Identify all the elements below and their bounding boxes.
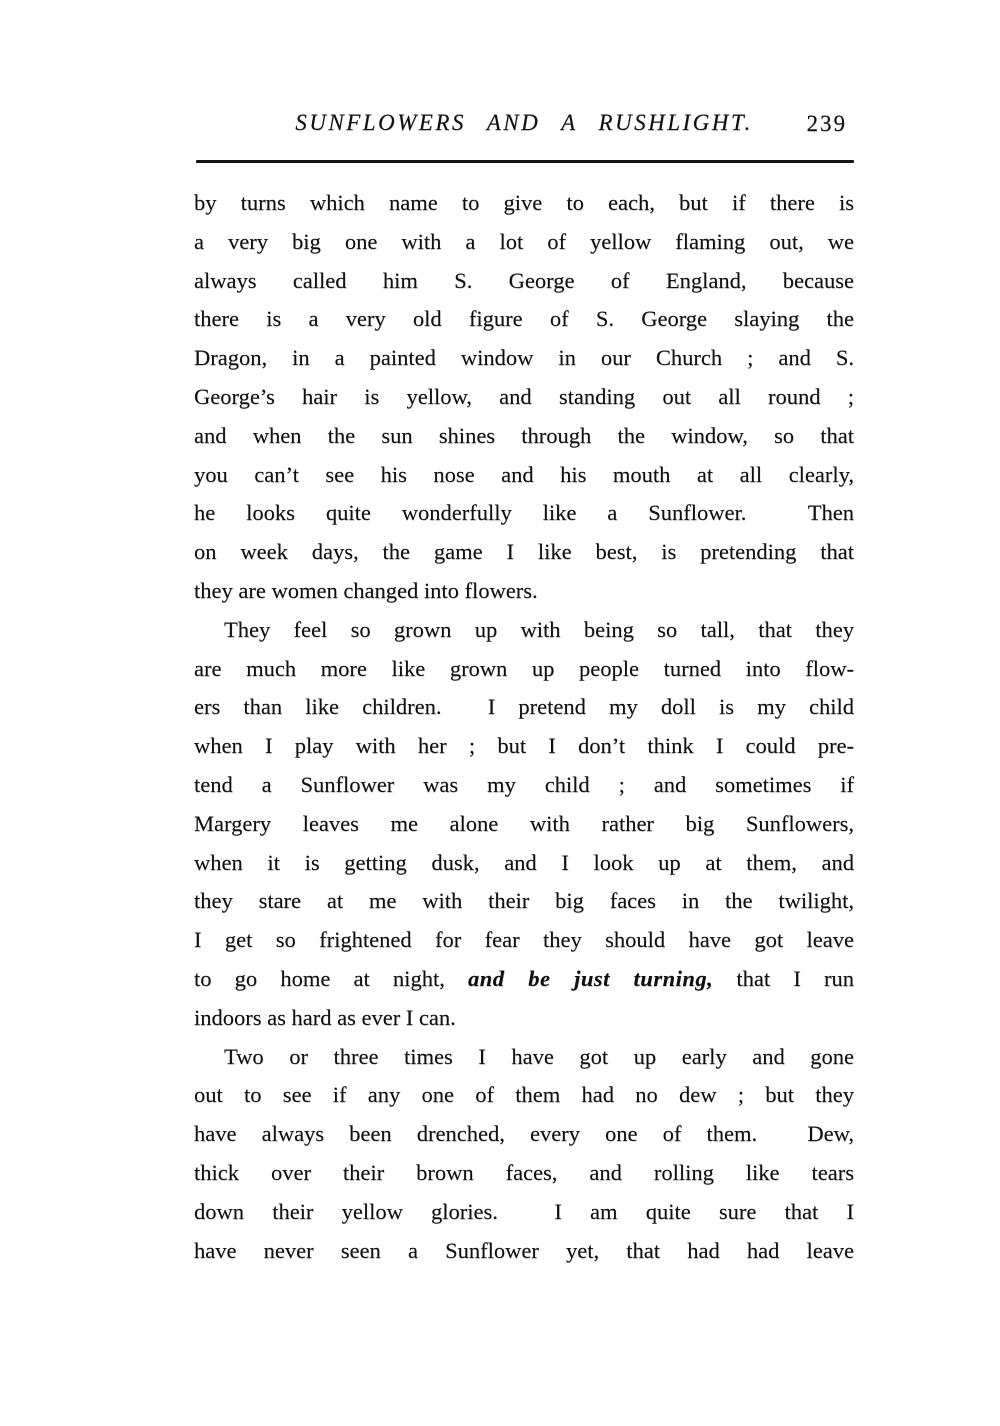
text-segment: they are women changed into flowers. xyxy=(194,577,538,603)
text-line xyxy=(194,882,854,921)
emphasized-text: and be just turning, xyxy=(468,965,714,991)
paragraph xyxy=(194,1038,854,1271)
text-segment: that I run xyxy=(713,965,854,991)
text-line xyxy=(194,300,854,339)
text-line xyxy=(194,572,854,611)
paragraph xyxy=(194,184,854,611)
text-line xyxy=(194,650,854,689)
text-segment: George’s hair is yellow, and standing out all round ; xyxy=(194,383,854,409)
text-segment: Dragon, in a painted window in our Church ; and S. xyxy=(194,345,854,371)
text-line xyxy=(194,766,854,805)
header-rule xyxy=(196,160,854,163)
text-segment: have never seen a Sunflower yet, that had had leave xyxy=(194,1237,854,1263)
text-segment: Margery leaves me alone with rather big Sunflowers, xyxy=(194,810,854,836)
text-line xyxy=(194,1115,854,1154)
text-line xyxy=(194,1038,854,1077)
text-line xyxy=(194,184,854,223)
text-segment: a very big one with a lot of yellow flaming out, we xyxy=(194,228,854,254)
text-segment: to go home at night, xyxy=(194,965,468,991)
text-line xyxy=(194,844,854,883)
text-line xyxy=(194,456,854,495)
page-number: 239 xyxy=(806,111,847,136)
text-line xyxy=(194,1076,854,1115)
text-line xyxy=(194,339,854,378)
text-line xyxy=(194,611,854,650)
text-line xyxy=(194,805,854,844)
text-segment: always called him S. George of England, because xyxy=(194,267,854,293)
text-line xyxy=(194,378,854,417)
text-line xyxy=(194,921,854,960)
text-segment: when it is getting dusk, and I look up at them, and xyxy=(194,849,854,875)
text-line xyxy=(194,262,854,301)
text-segment: they stare at me with their big faces in the twilight, xyxy=(194,888,854,914)
text-segment: are much more like grown up people turned into flow- xyxy=(194,655,854,681)
text-segment: indoors as hard as ever I can. xyxy=(194,1004,456,1030)
page-body xyxy=(194,184,854,1270)
paragraph xyxy=(194,611,854,1038)
text-segment: he looks quite wonderfully like a Sunflower. Then xyxy=(194,500,854,526)
text-line xyxy=(194,223,854,262)
text-line xyxy=(194,494,854,533)
text-segment: thick over their brown faces, and rolling like tears xyxy=(194,1159,854,1185)
text-line xyxy=(194,1232,854,1271)
text-segment: there is a very old figure of S. George slaying the xyxy=(194,306,854,332)
text-segment: They feel so grown up with being so tall, that they xyxy=(224,616,854,642)
text-line xyxy=(194,417,854,456)
text-line xyxy=(194,999,854,1038)
text-line xyxy=(194,688,854,727)
text-line xyxy=(194,960,854,999)
chapter-title: SUNFLOWERS AND A RUSHLIGHT. xyxy=(295,110,753,135)
text-line xyxy=(194,727,854,766)
text-segment: and when the sun shines through the window, so that xyxy=(194,422,854,448)
text-segment: when I play with her ; but I don’t think I could pre- xyxy=(194,733,854,759)
text-line xyxy=(194,533,854,572)
text-segment: by turns which name to give to each, but if there is xyxy=(194,190,854,215)
text-segment: Two or three times I have got up early and gone xyxy=(224,1043,854,1069)
text-segment: on week days, the game I like best, is pretending that xyxy=(194,539,854,565)
text-line xyxy=(194,1193,854,1232)
text-segment: you can’t see his nose and his mouth at all clearly, xyxy=(194,461,854,487)
text-line xyxy=(194,1154,854,1193)
text-segment: out to see if any one of them had no dew ; but they xyxy=(194,1082,854,1108)
text-segment: have always been drenched, every one of them. Dew, xyxy=(194,1121,854,1147)
text-segment: down their yellow glories. I am quite sure that I xyxy=(194,1198,854,1224)
text-segment: ers than like children. I pretend my doll is my child xyxy=(194,694,854,720)
running-header xyxy=(195,110,853,142)
text-segment: I get so frightened for fear they should have got leave xyxy=(194,927,854,953)
text-segment: tend a Sunflower was my child ; and sometimes if xyxy=(194,771,854,797)
